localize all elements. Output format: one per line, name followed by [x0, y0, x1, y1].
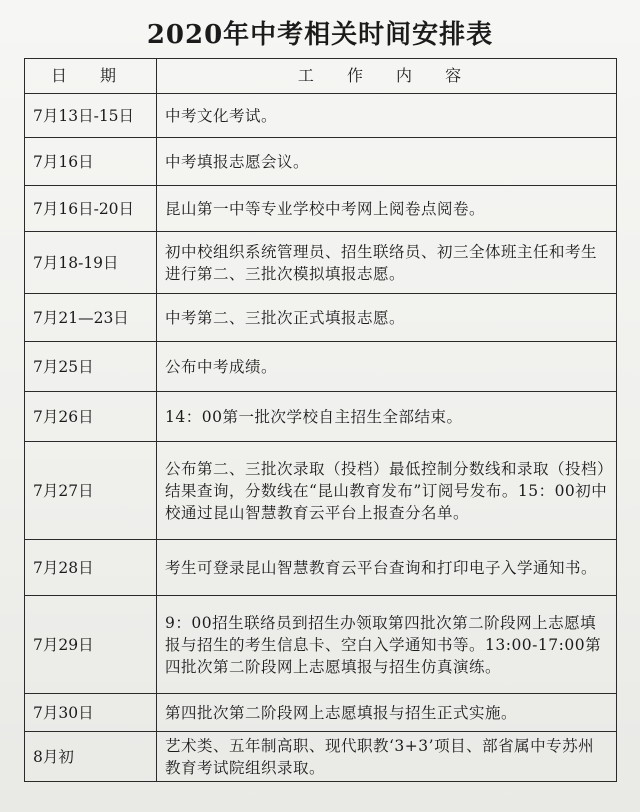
- row-content: 9：00招生联络员到招生办领取第四批次第二阶段网上志愿填报与招生的考生信息卡、空白入学通知书等。13:00-17:00第四批次第二阶段网上志愿填报与招生仿真演练。: [157, 596, 617, 694]
- row-date: 7月27日: [25, 442, 157, 540]
- row-content: 艺术类、五年制高职、现代职教‘3+3’项目、部省属中专苏州教育考试院组织录取。: [157, 732, 617, 782]
- table-row: [25, 232, 617, 294]
- row-content: 第四批次第二阶段网上志愿填报与招生正式实施。: [157, 694, 617, 732]
- page-title: 2020年中考相关时间安排表: [146, 20, 494, 50]
- row-content: 中考文化考试。: [157, 94, 617, 138]
- table-row: [25, 94, 617, 138]
- row-content: 公布中考成绩。: [157, 342, 617, 392]
- row-content: 考生可登录昆山智慧教育云平台查询和打印电子入学通知书。: [157, 540, 617, 596]
- table-row: [25, 540, 617, 596]
- column-header-date: 日 期: [25, 59, 157, 94]
- row-date: 7月25日: [25, 342, 157, 392]
- row-content: 中考第二、三批次正式填报志愿。: [157, 294, 617, 342]
- row-content: 14：00第一批次学校自主招生全部结束。: [157, 392, 617, 442]
- row-content: 昆山第一中等专业学校中考网上阅卷点阅卷。: [157, 186, 617, 232]
- row-content: 中考填报志愿会议。: [157, 138, 617, 186]
- table-row: [25, 342, 617, 392]
- table-header-row: [25, 59, 617, 94]
- row-content: 公布第二、三批次录取（投档）最低控制分数线和录取（投档）结果查询，分数线在“昆山教育发布”订阅号发布。15：00初中校通过昆山智慧教育云平台上报查分名单。: [157, 442, 617, 540]
- row-date: 7月29日: [25, 596, 157, 694]
- row-date: 7月13日-15日: [25, 94, 157, 138]
- row-date: 8月初: [25, 732, 157, 782]
- row-date: 7月16日-20日: [25, 186, 157, 232]
- row-date: 7月26日: [25, 392, 157, 442]
- row-date: 7月28日: [25, 540, 157, 596]
- table-row: [25, 596, 617, 694]
- row-date: 7月30日: [25, 694, 157, 732]
- schedule-table: [24, 58, 617, 782]
- table-row: [25, 442, 617, 540]
- row-date: 7月18-19日: [25, 232, 157, 294]
- table-row: [25, 138, 617, 186]
- table-row: [25, 732, 617, 782]
- table-row: [25, 294, 617, 342]
- row-date: 7月21—23日: [25, 294, 157, 342]
- row-content: 初中校组织系统管理员、招生联络员、初三全体班主任和考生进行第二、三批次模拟填报志愿。: [157, 232, 617, 294]
- table-row: [25, 186, 617, 232]
- column-header-content: 工 作 内 容: [157, 59, 617, 94]
- row-date: 7月16日: [25, 138, 157, 186]
- table-row: [25, 694, 617, 732]
- table-row: [25, 392, 617, 442]
